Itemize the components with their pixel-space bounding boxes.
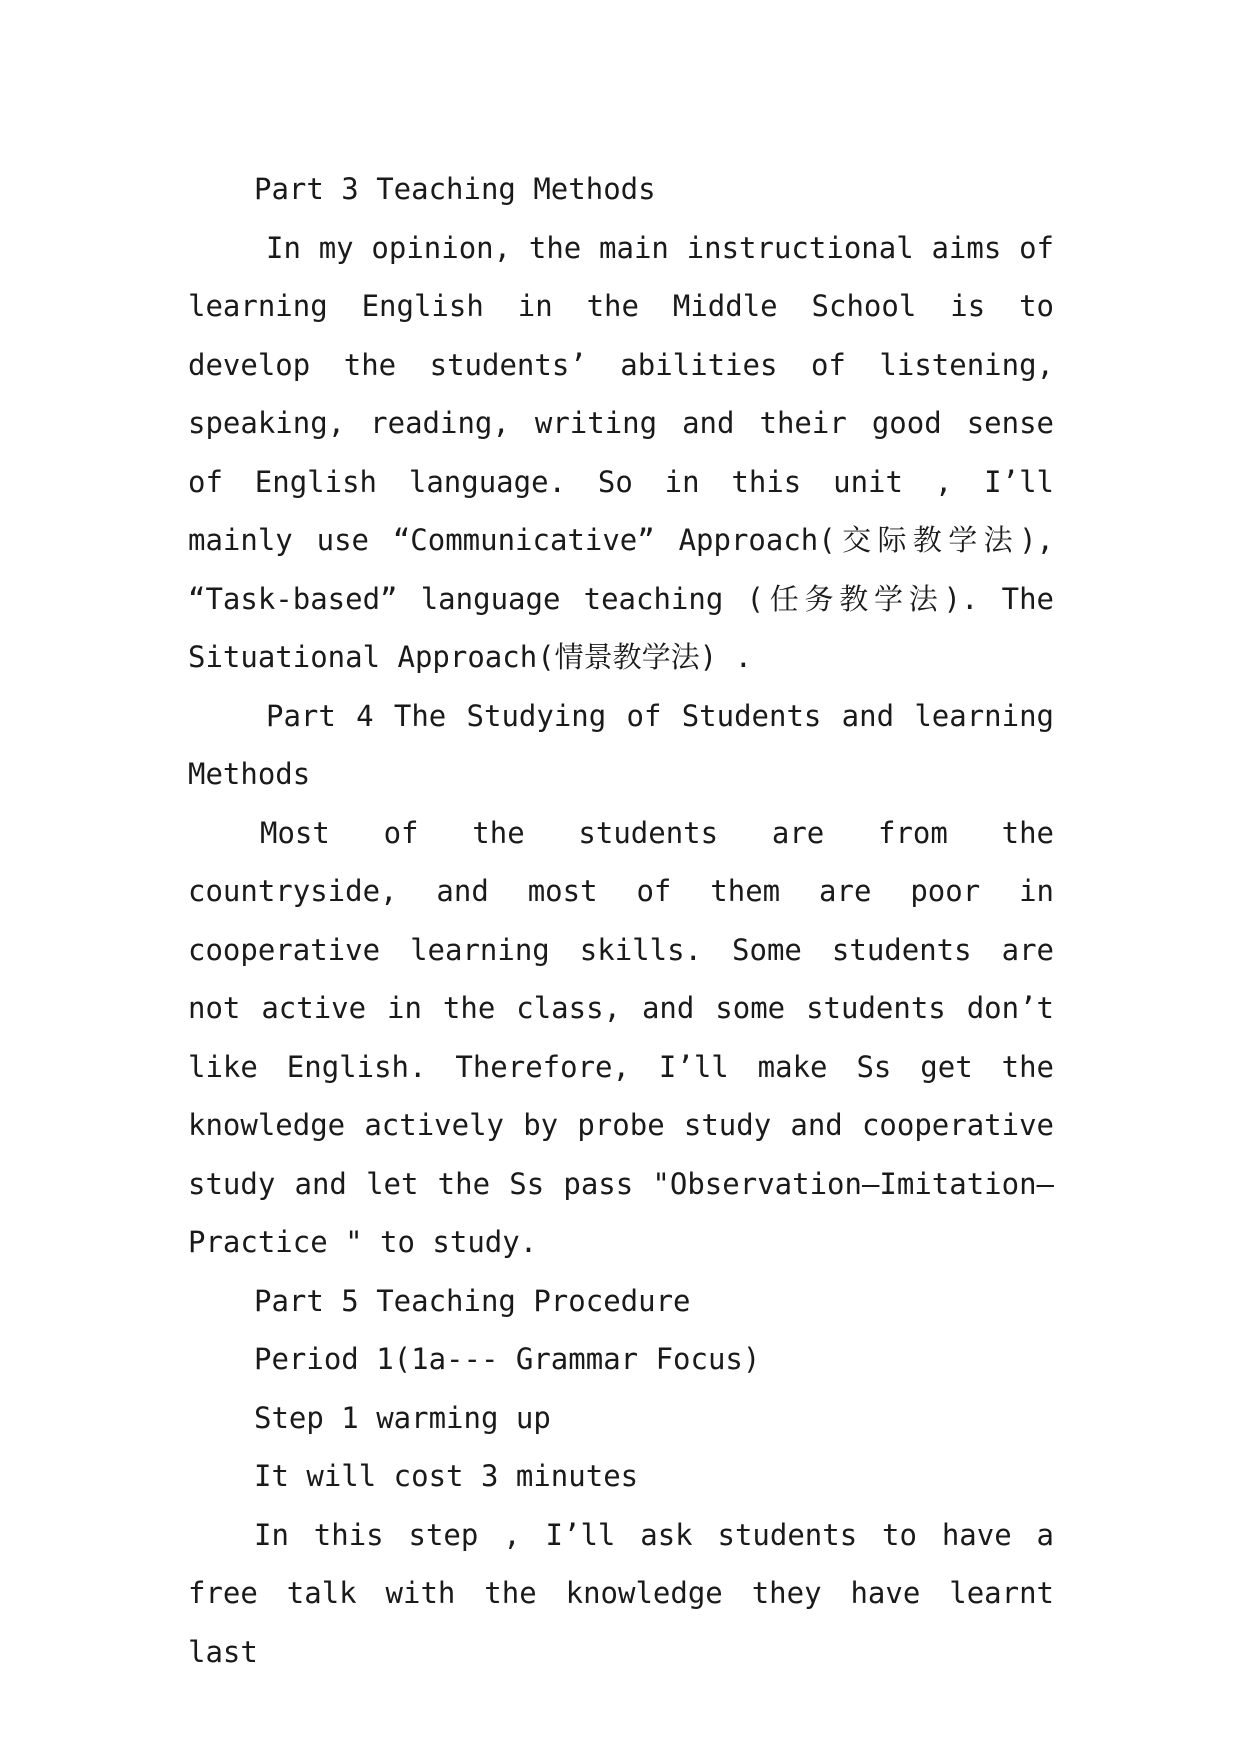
part3-heading: Part 3 Teaching Methods	[254, 172, 656, 206]
document-body	[188, 160, 1054, 1681]
period1-label: Period 1(1a--- Grammar Focus)	[254, 1342, 761, 1376]
part5-heading: Part 5 Teaching Procedure	[254, 1283, 691, 1318]
part4-paragraph: Most of the students are from the countryside, and most of them are poor in cooperative learning skills. Some students are not active in the class, and some students don’t like English. Therefore, I’ll make Ss get the knowledge actively by probe study and cooperative study and let the Ss pass "Observation—Imitation—Practice " to study.	[188, 815, 1054, 1259]
step1-heading: Step 1 warming up	[254, 1400, 551, 1435]
step1-paragraph: In this step , I’ll ask students to have a free talk with the knowledge they have learnt last	[188, 1517, 1054, 1669]
part3-paragraph: In my opinion, the main instructional aims of learning English in the Middle School is to develop the students’ abilities of listening, speaking, reading, writing and their good sense of English language. So in this unit , I’ll mainly use “Communicative” Approach(交际教学法), “Task-based” language teaching (任务教学法). The Situational Approach(情景教学法) .	[188, 230, 1054, 674]
part4-heading: Part 4 The Studying of Students and learning Methods	[188, 698, 1054, 791]
step1-time: It will cost 3 minutes	[254, 1459, 639, 1493]
